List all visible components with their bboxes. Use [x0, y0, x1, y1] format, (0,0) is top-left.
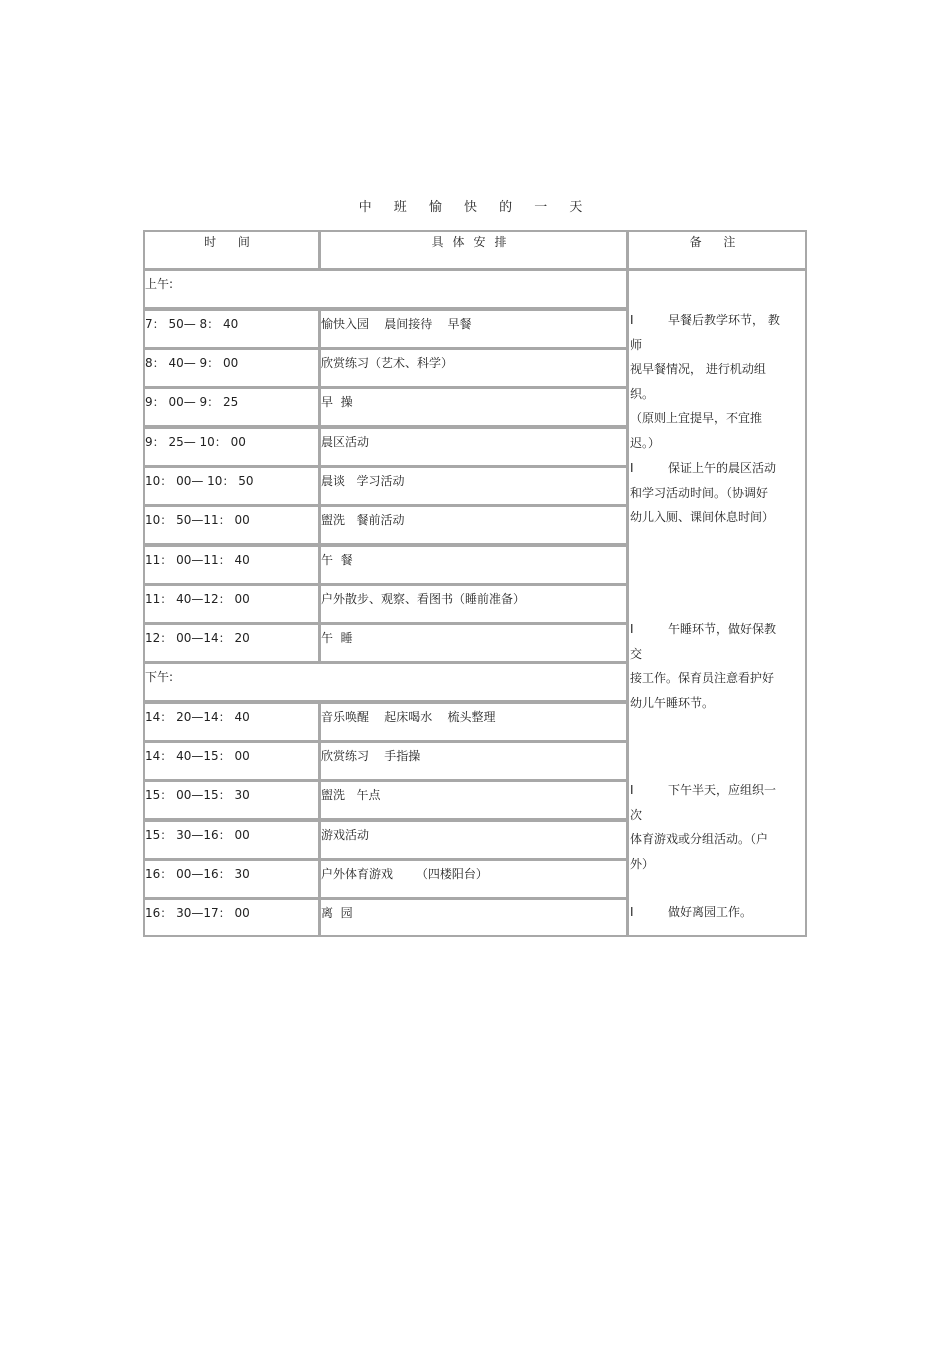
note-line: 下午半天，应组织一次 [630, 783, 777, 822]
row-time: 15： 00—15： 30 [143, 780, 320, 820]
note-line: 做好离园工作。 [668, 905, 753, 919]
note-line: 幼儿午睡环节。 [630, 695, 715, 710]
note-line: 午睡环节，做好保教交 [630, 622, 777, 661]
row-time: 10： 00— 10： 50 [143, 466, 320, 506]
note-line: 保证上午的晨区活动 [668, 461, 777, 475]
note-line: 迟。） [630, 435, 661, 450]
row-time: 15： 30—16： 00 [143, 820, 320, 860]
row-time: 16： 00—16： 30 [143, 859, 320, 899]
row-time: 8： 40— 9： 00 [143, 348, 320, 388]
row-time: 10： 50—11： 00 [143, 505, 320, 545]
note-block [630, 900, 786, 925]
row-time: 12： 00—14： 20 [143, 623, 320, 663]
header-notes: 备 注 [627, 230, 807, 270]
note-block [630, 308, 786, 455]
row-time: 11： 00—11： 40 [143, 545, 320, 585]
row-time: 16： 30—17： 00 [143, 898, 320, 937]
note-line: 视早餐情况， 进行机动组织。 [630, 362, 766, 401]
note-line: 幼儿入厕、课间休息时间） [630, 510, 775, 524]
row-activity: 欣赏练习（艺术、科学） [319, 348, 628, 388]
note-line: 早餐后教学环节， 教师 [630, 313, 780, 352]
row-activity: 盥洗 餐前活动 [319, 505, 628, 545]
row-activity: 晨谈 学习活动 [319, 466, 628, 506]
section-morning: 上午: [143, 269, 628, 309]
row-activity: 晨区活动 [319, 427, 628, 467]
note-marker: I [630, 622, 634, 636]
note-marker: I [630, 905, 634, 919]
row-time: 14： 20—14： 40 [143, 702, 320, 742]
note-block [630, 778, 786, 876]
row-activity: 早 操 [319, 387, 628, 427]
row-activity: 午 餐 [319, 545, 628, 585]
note-line: （原则上宜提早，不宜推 [630, 411, 763, 425]
row-activity: 户外散步、观察、看图书（睡前准备） [319, 584, 628, 624]
section-afternoon: 下午: [143, 662, 628, 702]
row-activity: 愉快入园 晨间接待 早餐 [319, 309, 628, 349]
row-activity: 盥洗 午点 [319, 780, 628, 820]
row-activity: 欣赏练习 手指操 [319, 741, 628, 781]
row-time: 7： 50— 8： 40 [143, 309, 320, 349]
row-activity: 户外体育游戏 （四楼阳台） [319, 859, 628, 899]
header-time: 时 间 [143, 230, 320, 270]
note-line: 体育游戏或分组活动。（户 [630, 832, 769, 846]
note-marker: I [630, 461, 634, 475]
row-activity: 音乐唤醒 起床喝水 梳头整理 [319, 702, 628, 742]
row-time: 9： 25— 10： 00 [143, 427, 320, 467]
row-time: 11： 40—12： 00 [143, 584, 320, 624]
note-block [630, 617, 786, 715]
note-line: 接工作。保育员注意看护好 [630, 671, 775, 685]
row-activity: 离 园 [319, 898, 628, 937]
note-marker: I [630, 313, 634, 327]
row-time: 9： 00— 9： 25 [143, 387, 320, 427]
note-line: 和学习活动时间。（协调好 [630, 485, 769, 500]
row-activity: 午 睡 [319, 623, 628, 663]
note-block [630, 456, 786, 530]
row-time: 14： 40—15： 00 [143, 741, 320, 781]
header-arrangement: 具体安排 [319, 230, 628, 270]
row-activity: 游戏活动 [319, 820, 628, 860]
note-line: 外） [630, 856, 655, 871]
page-title: 中 班 愉 快 的 一 天 [358, 200, 592, 215]
note-marker: I [630, 783, 634, 797]
